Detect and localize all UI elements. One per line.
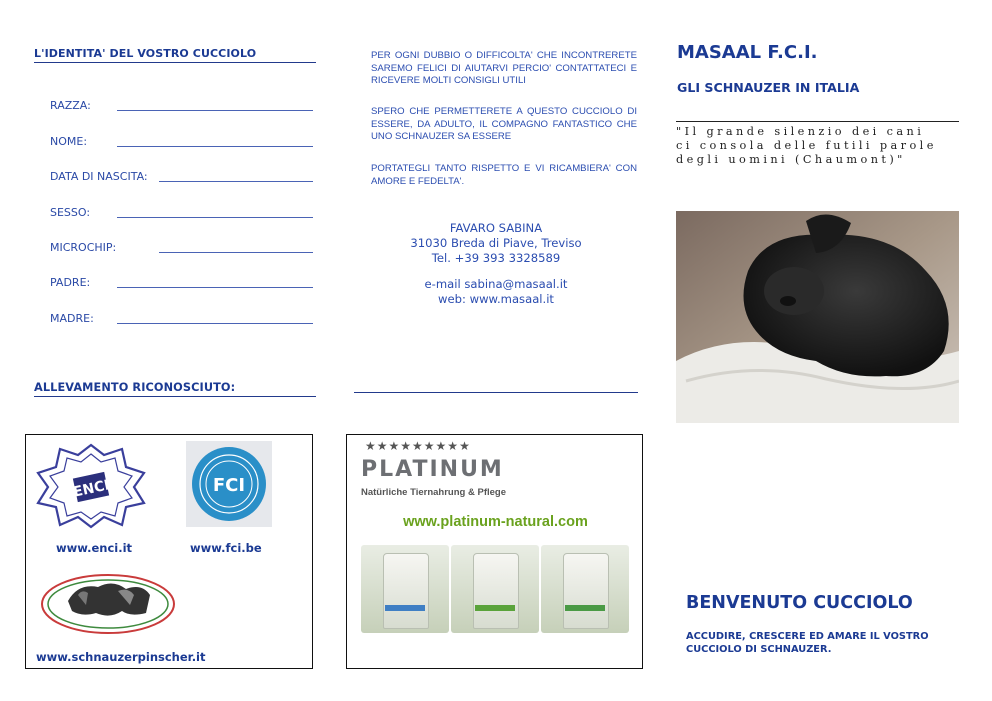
field-label-nome: NOME: — [50, 135, 88, 148]
product-pack-3 — [541, 545, 629, 633]
field-label-madre: MADRE: — [50, 312, 94, 325]
field-line-padre[interactable] — [117, 287, 313, 288]
brand-title: MASAAL F.C.I. — [677, 42, 818, 63]
product-pack-2 — [451, 545, 539, 633]
brand-subtitle: GLI SCHNAUZER IN ITALIA — [677, 80, 860, 95]
fci-link[interactable]: www.fci.be — [190, 541, 262, 555]
club-link[interactable]: www.schnauzerpinscher.it — [36, 650, 206, 664]
field-label-data-nascita: DATA DI NASCITA: — [50, 170, 148, 183]
club-schnauzer-logo[interactable] — [38, 571, 178, 637]
signature-line — [354, 392, 638, 393]
welcome-title: BENVENUTO CUCCIOLO — [686, 593, 913, 613]
quote-block — [676, 125, 966, 167]
contact-address: 31030 Breda di Piave, Treviso — [410, 236, 582, 250]
enci-link[interactable]: www.enci.it — [56, 541, 133, 555]
quote-line-3: degli uomini (Chaumont)" — [676, 153, 906, 166]
quote-line-2: ci consola delle futili parole — [676, 139, 937, 152]
field-line-sesso[interactable] — [117, 217, 313, 218]
respect-paragraph: PORTATEGLI TANTO RISPETTO E VI RICAMBIERA' CON AMORE E FEDELTA'. — [371, 163, 637, 187]
fci-logo[interactable] — [186, 441, 272, 527]
companion-paragraph: SPERO CHE PERMETTERETE A QUESTO CUCCIOLO DI ESSERE, DA ADULTO, IL COMPAGNO FANTASTICO CHE UNO SCHNAUZER SA ESSERE — [371, 106, 637, 142]
field-line-microchip[interactable] — [159, 252, 313, 253]
contact-phone[interactable]: Tel. +39 393 3328589 — [431, 251, 561, 265]
enci-logo[interactable] — [34, 441, 149, 529]
identity-heading: L'IDENTITA' DEL VOSTRO CUCCIOLO — [34, 47, 257, 60]
puppy-photo — [676, 211, 959, 423]
enci-logo-text: ENCI — [71, 477, 112, 501]
breeding-heading: ALLEVAMENTO RICONOSCIUTO: — [34, 381, 236, 394]
help-paragraph: PER OGNI DUBBIO O DIFFICOLTA' CHE INCONTRERETE SAREMO FELICI DI AIUTARVI PERCIO' CONTATTATECI E RICEVERE MOLTI CONSIGLI UTILI — [371, 50, 637, 86]
quote-rule — [676, 121, 959, 122]
quote-line-1: "Il grande silenzio dei cani — [676, 125, 925, 138]
field-label-padre: PADRE: — [50, 276, 91, 289]
contact-web[interactable]: web: www.masaal.it — [438, 292, 554, 306]
logos-box — [25, 434, 313, 669]
field-line-nome[interactable] — [117, 146, 313, 147]
fci-logo-text: FCI — [212, 475, 246, 496]
breeding-heading-rule — [34, 396, 316, 397]
contact-name: FAVARO SABINA — [449, 221, 543, 235]
field-line-data-nascita[interactable] — [159, 181, 313, 182]
platinum-stars: ★★★★★★★★★ — [365, 439, 471, 453]
welcome-subtitle: ACCUDIRE, CRESCERE ED AMARE IL VOSTRO CUCCIOLO DI SCHNAUZER. — [686, 631, 929, 655]
platinum-tagline: Natürliche Tiernahrung & Pflege — [361, 487, 506, 498]
identity-heading-rule — [34, 62, 316, 63]
field-label-sesso: SESSO: — [50, 206, 91, 219]
product-pack-1 — [361, 545, 449, 633]
platinum-url[interactable]: www.platinum-natural.com — [403, 514, 588, 530]
field-line-madre[interactable] — [117, 323, 313, 324]
platinum-brand: PLATINUM — [361, 457, 504, 482]
contact-email[interactable]: e-mail sabina@masaal.it — [424, 277, 568, 291]
platinum-ad[interactable] — [346, 434, 643, 669]
contact-block — [354, 221, 638, 307]
field-label-razza: RAZZA: — [50, 99, 91, 112]
field-label-microchip: MICROCHIP: — [50, 241, 117, 254]
field-line-razza[interactable] — [117, 110, 313, 111]
